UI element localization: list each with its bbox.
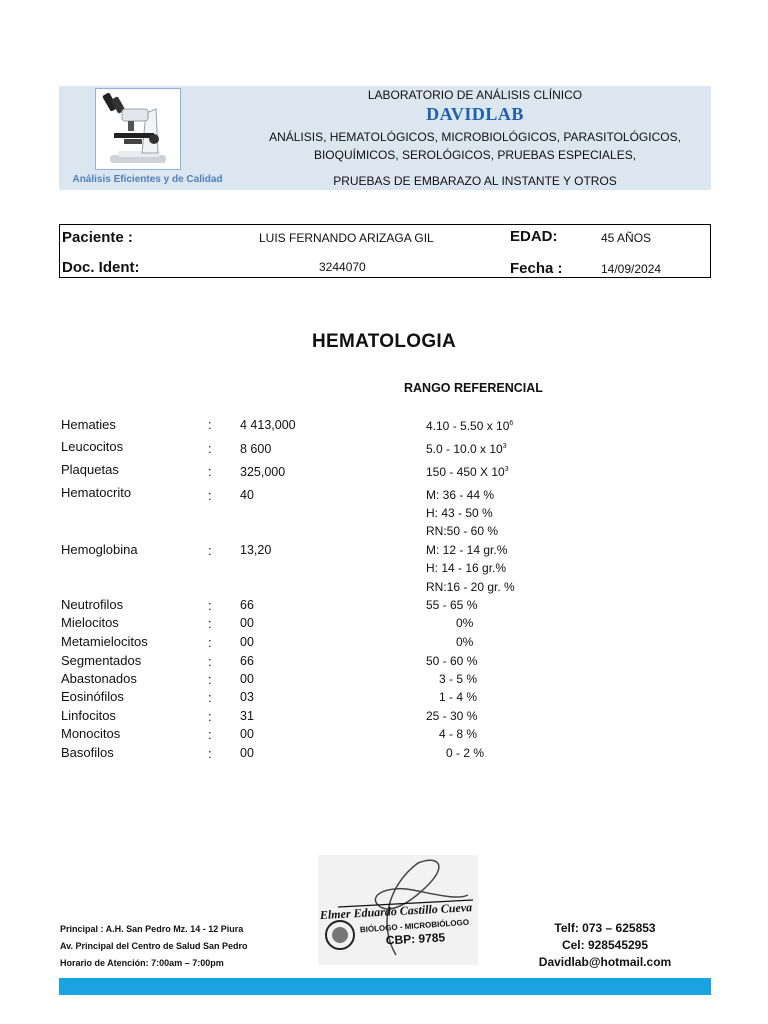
row-colon: : [208,464,212,479]
row-ref-leucocitos [426,442,507,456]
row-value-hemoglobina: 13,20 [240,543,272,557]
row-ref-hematocrito-m: M: 36 - 44 % [426,488,495,502]
row-colon: : [208,417,212,432]
age-value: 45 AÑOS [601,231,652,245]
row-ref-plaquetas [426,465,509,479]
row-colon: : [208,598,212,613]
row-ref-basofilos: 0 - 2 % [446,746,485,760]
svg-text:BIÓLOGO - MICROBIÓLOGO: BIÓLOGO - MICROBIÓLOGO [359,917,470,935]
signature-stamp [318,855,478,965]
footer-email: Davidlab@hotmail.com [538,955,672,969]
tagline: Análisis Eficientes y de Calidad [72,174,223,185]
row-ref-neutrofilos: 55 - 65 % [426,598,478,612]
svg-text:CBP: 9785: CBP: 9785 [385,930,446,948]
date-value: 14/09/2024 [601,262,662,276]
row-ref-hematies [426,419,513,433]
microscope-icon [95,88,181,170]
row-colon: : [208,654,212,669]
ref-exponent: 6 [509,420,514,427]
row-colon: : [208,709,212,724]
row-name-metamielocitos: Metamielocitos [61,634,148,649]
doc-ident-label: Doc. Ident: [62,259,140,276]
row-name-mielocitos: Mielocitos [61,615,119,630]
row-colon: : [208,441,212,456]
row-value-basofilos: 00 [240,746,254,760]
row-colon: : [208,616,212,631]
row-name-eosinofilos: Eosinófilos [61,689,124,704]
row-ref-monocitos: 4 - 8 % [439,727,478,741]
footer-address-1: Principal : A.H. San Pedro Mz. 14 - 12 Piura [60,924,244,934]
report-title: HEMATOLOGIA [311,331,457,352]
footer-address-2: Av. Principal del Centro de Salud San Pedro [60,941,248,951]
services-line-2: BIOQUÍMICOS, SEROLÓGICOS, PRUEBAS ESPECIALES, [313,148,637,162]
date-label: Fecha : [510,260,563,277]
row-value-metamielocitos: 00 [240,635,254,649]
row-ref-hemoglobina-rn: RN:16 - 20 gr. % [426,580,515,594]
row-name-abastonados: Abastonados [61,671,137,686]
ref-text: 5.0 - 10.0 x 10 [426,442,503,456]
ref-exponent: 3 [502,443,507,450]
row-ref-hematocrito-h: H: 43 - 50 % [426,506,493,520]
row-value-eosinofilos: 03 [240,690,254,704]
row-value-linfocitos: 31 [240,709,254,723]
row-name-plaquetas: Plaquetas [61,462,119,477]
row-value-abastonados: 00 [240,672,254,686]
footer-cell: Cel: 928545295 [561,938,649,952]
svg-text:Elmer Eduardo Castillo Cueva: Elmer Eduardo Castillo Cueva [319,900,473,923]
lab-title: LABORATORIO DE ANÁLISIS CLÍNICO [367,88,583,102]
row-colon: : [208,746,212,761]
row-colon: : [208,543,212,558]
row-colon: : [208,488,212,503]
row-name-hematies: Hematies [61,417,116,432]
ref-text: 4.10 - 5.50 x 10 [426,419,510,433]
row-value-mielocitos: 00 [240,616,254,630]
row-value-segmentados: 66 [240,654,254,668]
services-line-3: PRUEBAS DE EMBARAZO AL INSTANTE Y OTROS [333,174,617,188]
row-colon: : [208,690,212,705]
ref-text: 150 - 450 X 10 [426,465,505,479]
footer-hours: Horario de Atención: 7:00am – 7:00pm [60,958,224,968]
ref-exponent: 3 [504,466,509,473]
row-value-hematocrito: 40 [240,488,254,502]
row-ref-segmentados: 50 - 60 % [426,654,478,668]
row-ref-hemoglobina-m: M: 12 - 14 gr.% [426,543,508,557]
doc-ident-value: 3244070 [319,260,366,274]
row-name-hemoglobina: Hemoglobina [61,542,138,557]
patient-label: Paciente : [62,229,133,246]
row-name-basofilos: Basofilos [61,745,114,760]
row-ref-hemoglobina-h: H: 14 - 16 gr.% [426,561,507,575]
row-name-monocitos: Monocitos [61,726,121,741]
row-name-hematocrito: Hematocrito [61,485,132,500]
row-value-hematies: 4 413,000 [240,418,296,432]
row-ref-hematocrito-rn: RN:50 - 60 % [426,524,499,538]
row-ref-abastonados: 3 - 5 % [439,672,478,686]
age-label: EDAD: [510,228,558,245]
row-colon: : [208,727,212,742]
row-colon: : [208,635,212,650]
brand-name: DAVIDLAB [426,104,524,124]
row-name-leucocitos: Leucocitos [61,439,124,454]
row-value-plaquetas: 325,000 [240,465,286,479]
row-colon: : [208,672,212,687]
patient-name: LUIS FERNANDO ARIZAGA GIL [259,231,434,245]
row-ref-linfocitos: 25 - 30 % [426,709,478,723]
row-name-segmentados: Segmentados [61,653,142,668]
footer-phone: Telf: 073 – 625853 [554,921,656,935]
row-value-neutrofilos: 66 [240,598,254,612]
row-value-monocitos: 00 [240,727,254,741]
row-name-linfocitos: Linfocitos [61,708,116,723]
reference-range-header: RANGO REFERENCIAL [404,381,543,395]
row-value-leucocitos: 8 600 [240,442,272,456]
row-name-neutrofilos: Neutrofilos [61,597,124,612]
services-line-1: ANÁLISIS, HEMATOLÓGICOS, MICROBIOLÓGICOS, PARASITOLÓGICOS, [269,130,681,144]
row-ref-metamielocitos: 0% [456,635,474,649]
row-ref-mielocitos: 0% [456,616,474,630]
row-ref-eosinofilos: 1 - 4 % [439,690,478,704]
footer-bar [59,978,711,995]
